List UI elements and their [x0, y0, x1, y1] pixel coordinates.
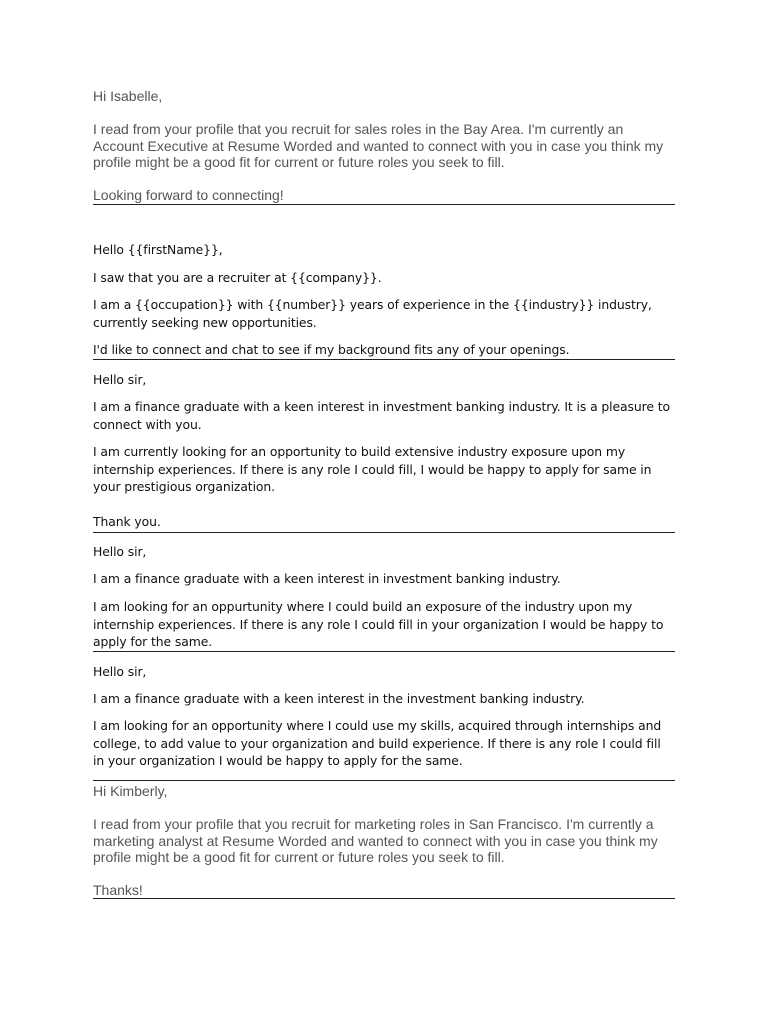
message-body: I saw that you are a recruiter at {{company}}. [93, 270, 382, 285]
divider [93, 532, 675, 533]
divider [93, 651, 675, 652]
message-body: I am a {{occupation}} with {{number}} years of experience in the {{industry}} industry, currently seeking new opportunities. [93, 297, 652, 330]
message-body: I am looking for an oppurtunity where I could build an exposure of the industry upon my internship experiences. If there is any role I could fill in your organization I would be happy to apply for the same. [93, 599, 664, 650]
closing: I'd like to connect and chat to see if my background fits any of your openings. [93, 342, 570, 357]
divider [93, 780, 675, 781]
message-body: I read from your profile that you recruit for marketing roles in San Francisco. I'm currently a marketing analyst at Resume Worded and wanted to connect with you in case you think my profile might be a good fit for current or future roles you seek to fill. [93, 816, 658, 865]
greeting: Hello sir, [93, 544, 147, 559]
divider [93, 359, 675, 360]
message-body: I am currently looking for an opportunity to build extensive industry exposure upon my internship experiences. If there is any role I could fill, I would be happy to apply for same in your prestigious organization. [93, 444, 652, 495]
message-body: I am a finance graduate with a keen interest in the investment banking industry. [93, 691, 585, 706]
divider [93, 898, 675, 899]
divider [93, 204, 675, 205]
greeting: Hello sir, [93, 664, 147, 679]
message-body: I am looking for an opportunity where I could use my skills, acquired through internships and college, to add value to your organization and build experience. If there is any role I could fill in your organization I would be happy to apply for the same. [93, 718, 662, 769]
message-body: I am a finance graduate with a keen interest in investment banking industry. [93, 571, 561, 586]
greeting: Hi Isabelle, [93, 88, 163, 104]
closing: Looking forward to connecting! [93, 187, 284, 203]
closing: Thanks! [93, 882, 143, 898]
greeting: Hello sir, [93, 372, 147, 387]
message-body: I read from your profile that you recruit for sales roles in the Bay Area. I'm currently an Account Executive at Resume Worded and wanted to connect with you in case you think my profile might be a good fit for current or future roles you seek to fill. [93, 121, 664, 170]
greeting: Hi Kimberly, [93, 783, 168, 799]
closing: Thank you. [93, 514, 161, 529]
greeting: Hello {{firstName}}, [93, 242, 223, 257]
message-body: I am a finance graduate with a keen interest in investment banking industry. It is a pleasure to connect with you. [93, 399, 670, 432]
